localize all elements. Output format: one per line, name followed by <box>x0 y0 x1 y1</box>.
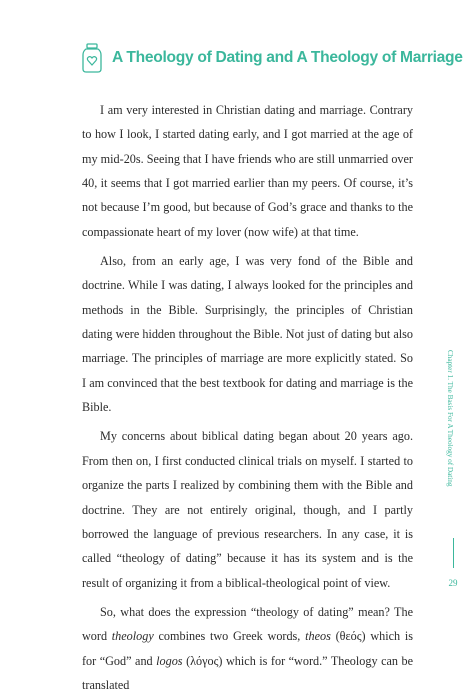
paragraph-text: combines two Greek words, <box>153 629 306 644</box>
page-number: 29 <box>448 578 458 588</box>
italic-term: theos <box>305 629 331 644</box>
paragraph: I am very interested in Christian dating and marriage. Contrary to how I look, I started dating early, and I got married at the age of my mid-20s. Seeing that I have friends who are still unmarried over 40, it seems that I got married earlier than my peers. Of course, it’s not because I’m good, but because of God’s grace and thanks to the compassionate heart of my lover (now wife) at that time. <box>82 103 413 239</box>
paragraph <box>82 600 413 697</box>
italic-term: theology <box>111 629 154 644</box>
chapter-section-heading <box>80 38 463 78</box>
jar-heart-icon <box>80 42 104 74</box>
paragraph-text: (λόγος) which is for “word.” Theology can be translated <box>82 653 413 692</box>
body-text <box>82 98 413 697</box>
section-title: A Theology of Dating and A Theology of Marriage <box>112 49 463 66</box>
sidebar-divider <box>453 538 454 568</box>
paragraph-text: So, what does the expression “theology of dating” mean? The word <box>82 604 413 644</box>
paragraph: Also, from an early age, I was very fond of the Bible and doctrine. While I was dating, I always looked for the principles and methods in the Bible. Surprisingly, the principles of Christian dating were hidden throughout the Bible. Not just of dating but also marriage. The principles of marriage are more explicitly stated. So I am convinced that the best textbook for dating and marriage is the Bible. <box>82 254 413 415</box>
italic-term: logos <box>156 653 183 668</box>
running-head: Chapter 1. The Basis For A Theology of Dating <box>446 350 454 487</box>
paragraph: My concerns about biblical dating began about 20 years ago. From then on, I first conducted clinical trials on myself. I started to organize the parts I realized by combining them with the Bible and doctrine. They are not entirely original, though, and I partly borrowed the language of previous researchers. In any case, it is called “theology of dating” because it has its system and is the result of organizing it from a biblical-theological point of view. <box>82 429 413 590</box>
paragraph-text: (θεός) which is for “God” and <box>82 629 413 668</box>
